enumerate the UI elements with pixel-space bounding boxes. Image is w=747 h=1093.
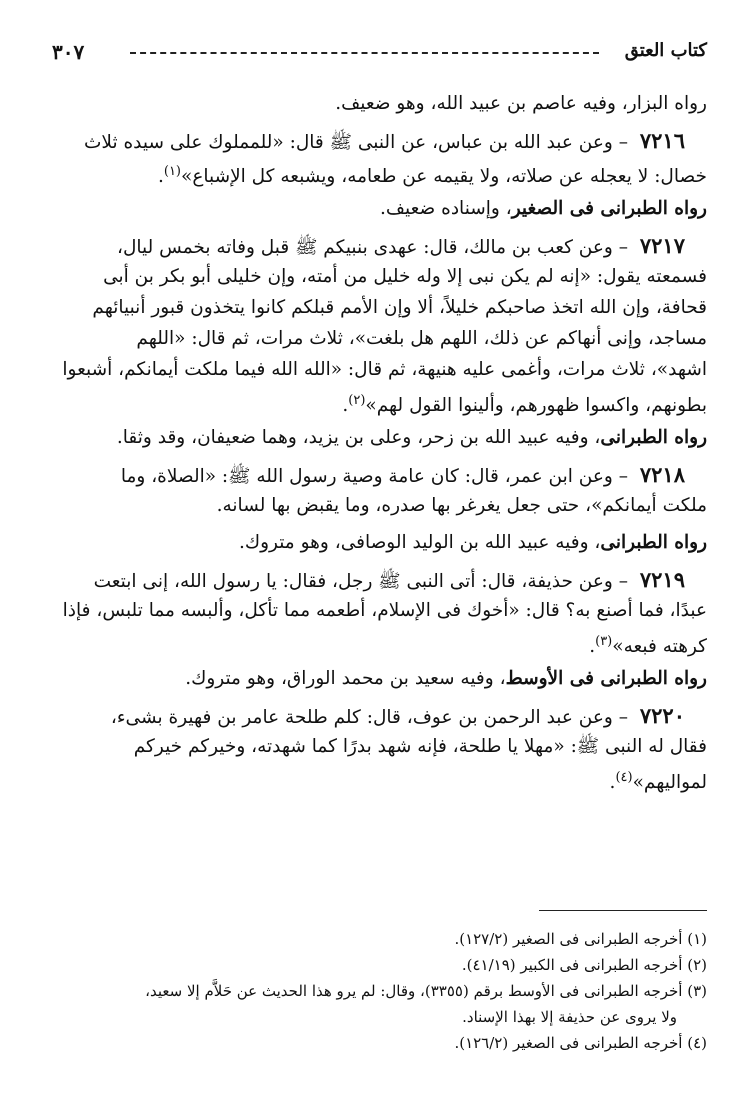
footnote-marker: (٤) xyxy=(615,770,633,785)
header-divider xyxy=(130,52,599,54)
footnote-item: (١) أخرجه الطبرانى فى الصغير (١٢٧/٢). xyxy=(454,930,707,948)
page-header xyxy=(52,40,707,74)
hadith-number: ٧٢١٨ xyxy=(639,462,685,487)
hadith-7219-line: كرهته فبعه»$^{(٣)}$. xyxy=(589,634,707,657)
hadith-number: ٧٢١٩ xyxy=(639,567,685,592)
hadith-7217-line: فسمعته يقول: «إنه لم يكن نبى إلا وله خليل من أمته، وإن خليلى أبو بكر بن أبى xyxy=(103,266,707,287)
hadith-7220-line: فقال له النبى ﷺ: «مهلا يا طلحة، فإنه شهد بدرًا كما شهدته، وخيركم خيركم xyxy=(133,736,707,757)
main-text xyxy=(38,88,707,793)
hadith-number: ٧٢١٦ xyxy=(639,128,685,153)
hadith-7218-line: ٧٢١٨ – وعن ابن عمر، قال: كان عامة وصية رسول الله ﷺ: «الصلاة، وما xyxy=(120,462,685,487)
hadith-7217-line: بطونهم، واكسوا ظهورهم، وألينوا القول لهم»$^{(٢)}$. xyxy=(342,393,707,416)
hadith-number: ٧٢١٧ xyxy=(639,233,685,258)
hadith-7217-line: مساجد، وإنى أنهاكم عن ذلك، اللهم هل بلغت»، ثلاث مرات، ثم قال: «اللهم xyxy=(136,328,707,349)
footnote-marker: (٢) xyxy=(348,393,366,408)
source-note: رواه الطبرانى فى الأوسط، وفيه سعيد بن محمد الوراق، وهو متروك. xyxy=(185,668,707,689)
hadith-number: ٧٢٢٠ xyxy=(639,703,685,728)
source-note: رواه الطبرانى فى الصغير، وإسناده ضعيف. xyxy=(380,198,707,219)
chapter-title: كتاب العتق xyxy=(624,40,707,61)
hadith-7217-line: قحافة، وإن الله اتخذ صاحبكم خليلاً، ألا وإن الأمم قبلكم كانوا يتخذون قبور أنبيائهم xyxy=(92,297,707,318)
footnote-item-continuation: ولا يروى عن حذيفة إلا بهذا الإسناد. xyxy=(462,1008,677,1026)
footnote-divider xyxy=(539,910,707,911)
hadith-7216-line: خصال: لا يعجله عن صلاته، ولا يقيمه عن طعامه، ويشبعه كل الإشباع»$^{(١)}$. xyxy=(157,164,707,187)
footnote-item: (٢) أخرجه الطبرانى فى الكبير (٤١/١٩). xyxy=(461,956,707,974)
hadith-7220-line: ٧٢٢٠ – وعن عبد الرحمن بن عوف، قال: كلم طلحة عامر بن فهيرة بشىء، xyxy=(110,703,685,728)
footnote-item: (٤) أخرجه الطبرانى فى الصغير (١٢٦/٢). xyxy=(454,1034,707,1052)
hadith-7220-line: لمواليهم»$^{(٤)}$. xyxy=(609,770,707,793)
footnote-marker: (٣) xyxy=(595,634,613,649)
source-note: رواه الطبرانى، وفيه عبيد الله بن الوليد الوصافى، وهو متروك. xyxy=(238,532,707,553)
hadith-7217-line: اشهد»، ثلاث مرات، وأغمى عليه هنيهة، ثم قال: «الله الله فيما ملكت أيمانكم، أشبعوا xyxy=(62,359,707,380)
hadith-7219-line: عبدًا، فما أصنع به؟ قال: «أخوك فى الإسلام، أطعمه مما تأكل، وألبسه مما تلبس، فإذا xyxy=(62,600,707,621)
hadith-7216-line: ٧٢١٦ – وعن عبد الله بن عباس، عن النبى ﷺ قال: «للمملوك على سيده ثلاث xyxy=(83,128,685,153)
hadith-7218-line: ملكت أيمانكم»، حتى جعل يغرغر بها صدره، وما يقبض بها لسانه. xyxy=(216,495,707,516)
source-note: رواه البزار، وفيه عاصم بن عبيد الله، وهو ضعيف. xyxy=(335,93,707,114)
hadith-7219-line: ٧٢١٩ – وعن حذيفة، قال: أتى النبى ﷺ رجل، فقال: يا رسول الله، إنى ابتعت xyxy=(93,567,685,592)
footnote-item: (٣) أخرجه الطبرانى فى الأوسط برقم (٣٣٥٥)، وقال: لم يرو هذا الحديث عن حَلاَّم إلا سعيد، xyxy=(145,982,707,1000)
hadith-7217-line: ٧٢١٧ – وعن كعب بن مالك، قال: عهدى بنبيكم ﷺ قبل وفاته بخمس ليال، xyxy=(117,233,685,258)
footnotes xyxy=(38,926,707,1056)
footnote-marker: (١) xyxy=(163,164,181,179)
page-number: ٣٠٧ xyxy=(52,40,85,64)
source-note: رواه الطبرانى، وفيه عبيد الله بن زحر، وعلى بن يزيد، وهما ضعيفان، وقد وثقا. xyxy=(116,427,707,448)
